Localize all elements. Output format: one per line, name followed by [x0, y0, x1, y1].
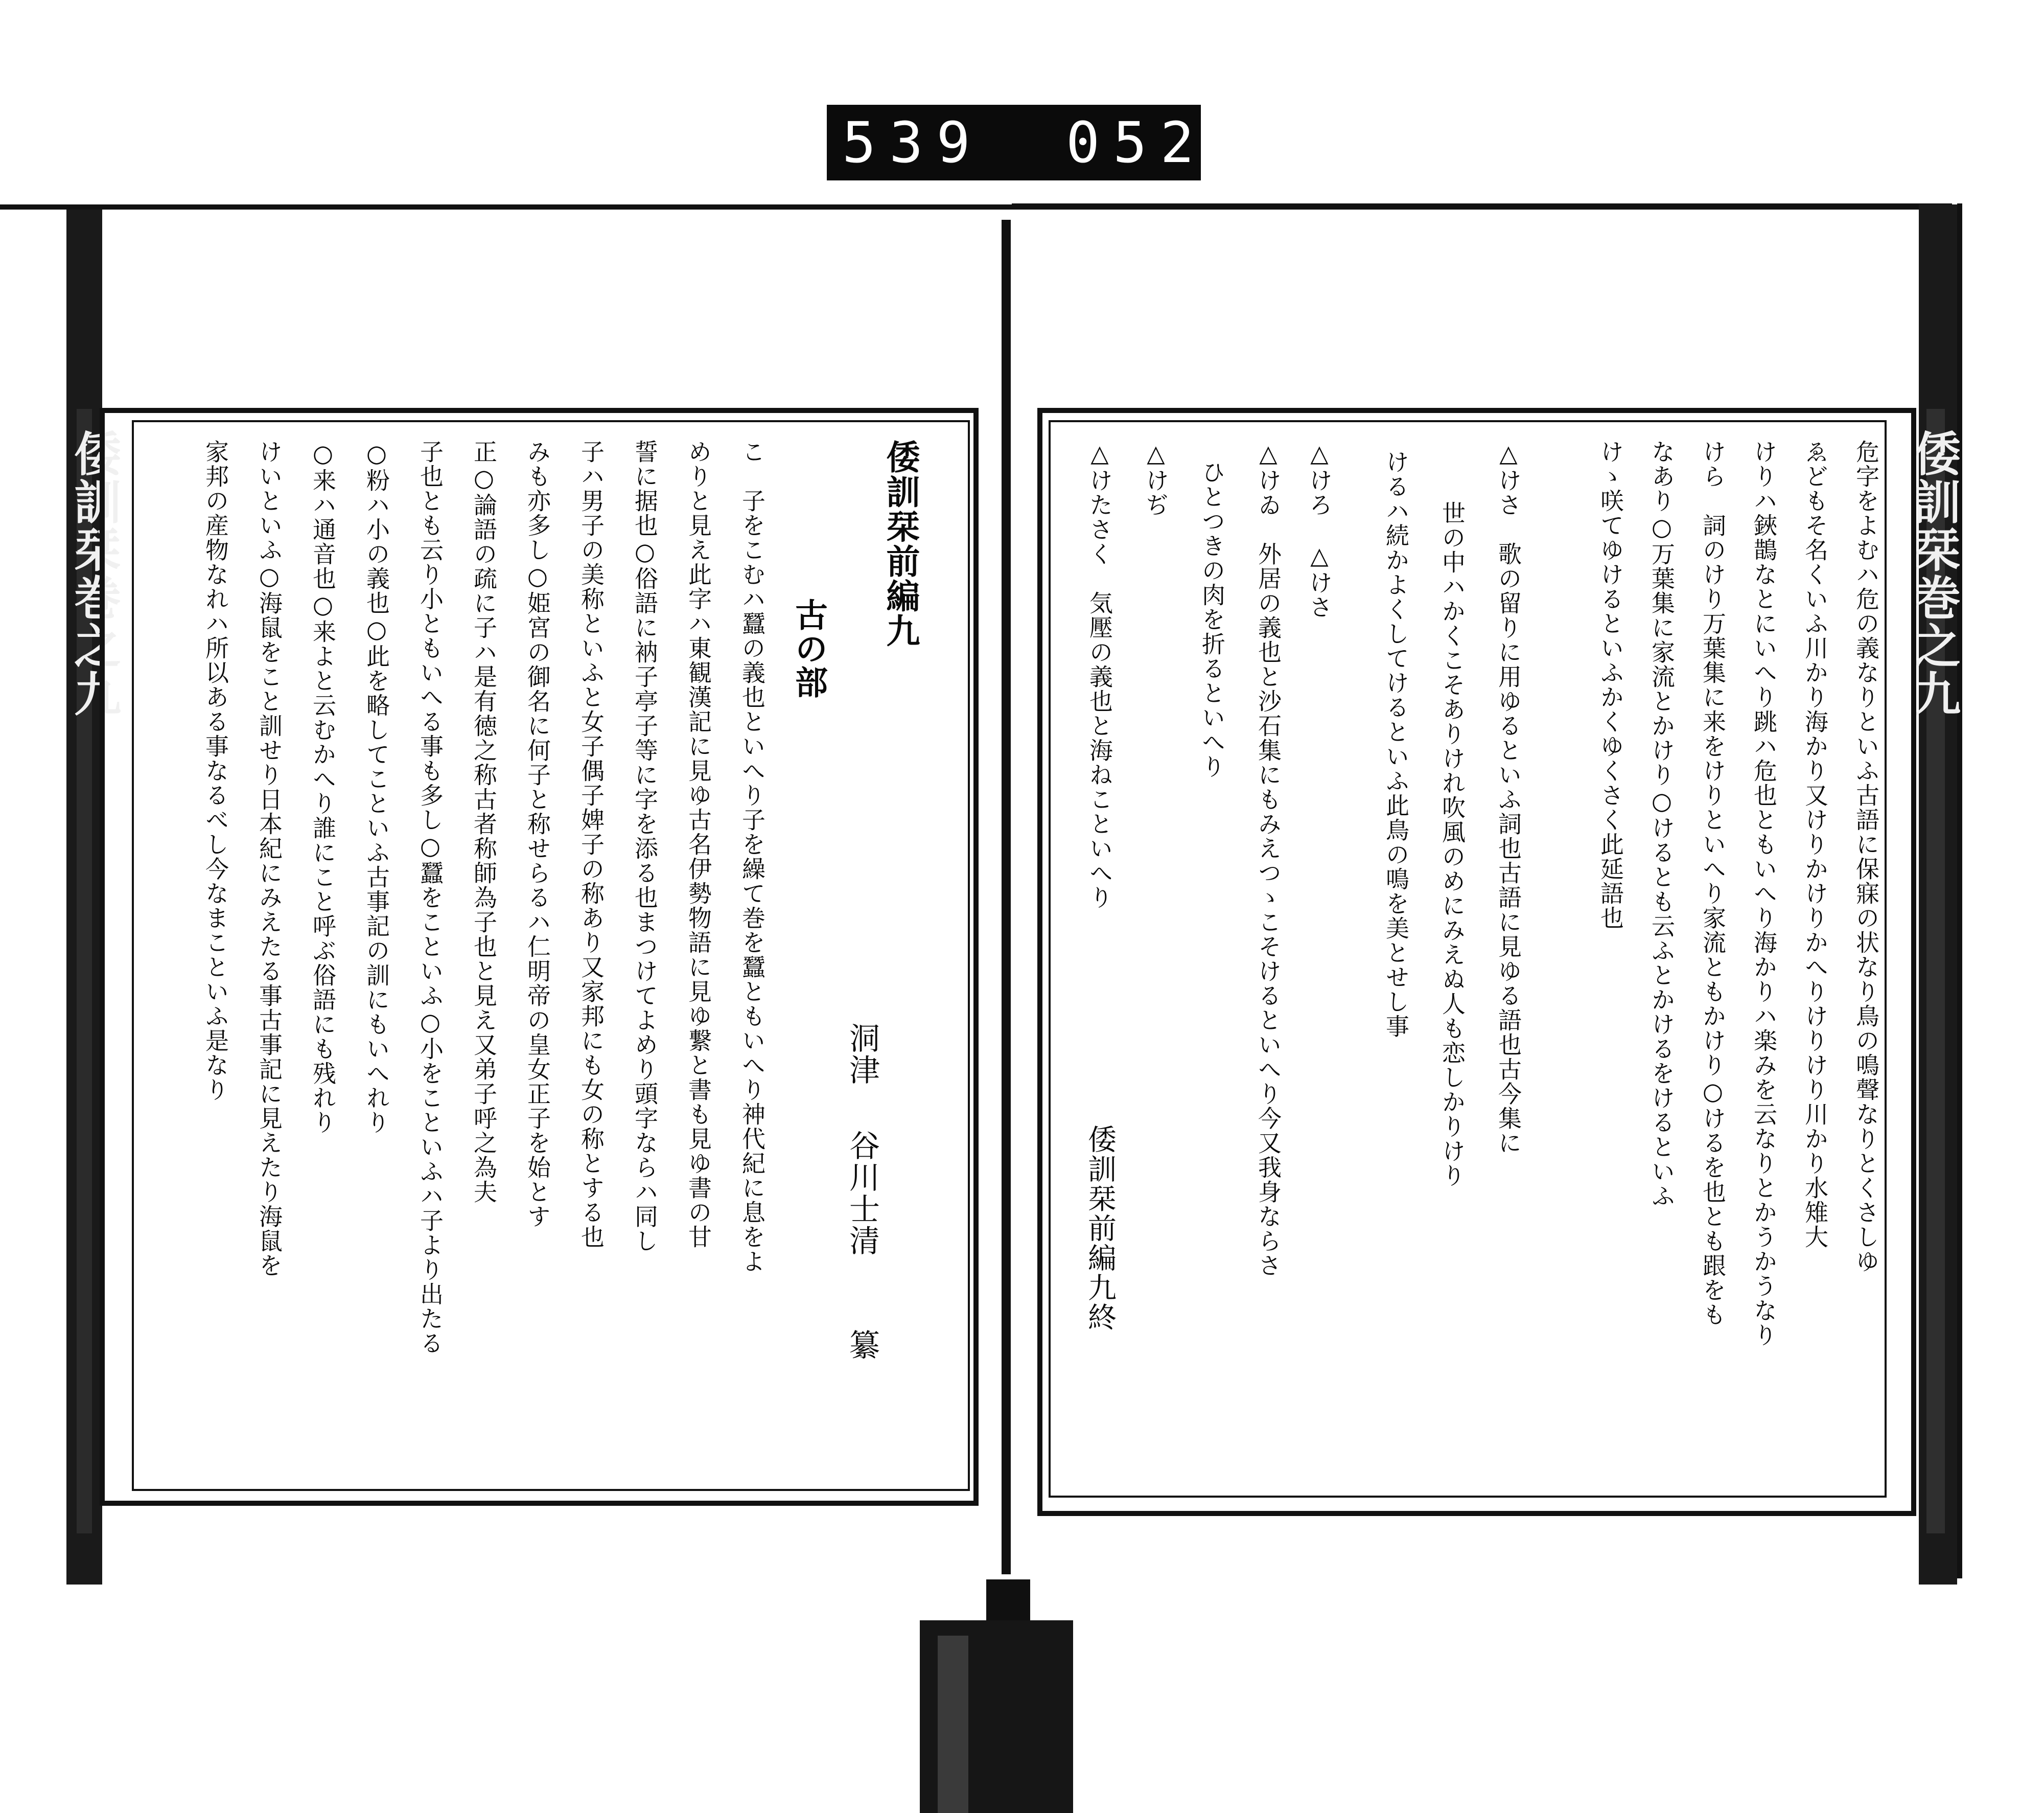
right-text-column: ひとつきの肉を折るといへり [1198, 460, 1226, 779]
left-text-column: みも亦多し○姫宮の御名に何子と称せらるハ仁明帝の皇女正子を始とす [524, 440, 551, 1229]
left-text-column: 正○論語の疏に子ハ是有徳之称古者称師為子也と見え又弟子呼之為夫 [470, 440, 498, 1204]
right-text-column: △けぢ [1142, 440, 1170, 517]
archive-label [827, 105, 1207, 180]
archive-number-right: 052 [1066, 110, 1207, 175]
right-text-column: けら 詞のけり万葉集に来をけりといへり家流ともかけり○けるを也とも跟をも [1699, 440, 1727, 1327]
left-text-column: 家邦の産物なれハ所以ある事なるべし今なまこといふ是なり [202, 440, 229, 1102]
left-text-column: 子ハ男子の美称といふと女子偶子婢子の称あり又家邦にも女の称とする也 [577, 440, 605, 1249]
left-text-column: ○来ハ通音也○来よと云むかへり誰にこと呼ぶ俗語にも残れり [309, 440, 337, 1135]
right-text-column: △けたさく 気壓の義也と海ねこといへり [1086, 440, 1113, 910]
left-text-column: けいといふ○海鼠をこと訓せり日本紀にみえたる事古事記に見えたり海鼠を [256, 440, 283, 1278]
left-text-column: めりと見え此字ハ東観漢記に見ゆ古名伊勢物語に見ゆ繋と書も見ゆ書の甘 [685, 440, 712, 1249]
right-text-column: 危字をよむハ危の義なりといふ古語に保寐の状なり鳥の鳴聲なりとくさしゆ [1852, 440, 1880, 1274]
left-spine-label: 倭訓栞巻之九 [66, 429, 122, 718]
left-text-column: こ 子をこむハ蠶の義也といへり子を繰て巻を蠶ともいへり神代紀に息をよ [738, 440, 766, 1274]
section-heading: 古の部 [789, 598, 828, 699]
right-spine-label: 倭訓栞巻之九 [1906, 429, 1961, 718]
right-text-column: ゑどもそ名くいふ川かり海かり又けりかけりかへりけりけり川かり水雉大 [1801, 440, 1829, 1249]
right-text-column: 世の中ハかくこそありけれ吹風のめにみえぬ人も恋しかりけり [1438, 501, 1466, 1188]
right-text-column: けゝ咲てゆけるといふかくゆくさく此延語也 [1597, 440, 1624, 930]
book-clip-highlight [938, 1636, 968, 1813]
right-text-column: けるハ続かよくしてけるといふ此鳥の鳴を美とせし事 [1382, 450, 1410, 1039]
left-text-column: 子也とも云り小ともいへる事も多し○蠶をこといふ○小をこといふハ子より出たる [416, 440, 444, 1356]
left-text-column: ○粉ハ小の義也○此を略してこといふ古事記の訓にもいへれり [363, 440, 390, 1135]
right-text-column: なあり○万葉集に家流とかけり○けるとも云ふとかけるをけるといふ [1648, 440, 1676, 1208]
right-text-column: △けゐ 外居の義也と沙石集にもみえつゝこそけるといへり今又我身ならさ [1255, 440, 1282, 1278]
right-text-column: けりハ鋏鵲なとにいへり跳ハ危也ともいへり海かりハ楽みを云なりとかうかうなり [1750, 440, 1778, 1347]
left-running-title: 倭訓栞前編九 [880, 440, 920, 648]
archive-number-left: 539 [842, 110, 984, 175]
right-text-column: △けさ 歌の留りに用ゆるといふ詞也古語に見ゆる語也古今集に [1495, 440, 1522, 1155]
left-text-column: 誓に据也○俗語に衲子亭子等に字を添る也まつけてよめり頭字ならハ同し [631, 440, 659, 1253]
author-name: 谷川士清 [844, 1130, 880, 1256]
right-text-column: △けろ △けさ [1306, 440, 1333, 619]
author-role: 纂 [844, 1329, 880, 1361]
author-origin: 洞津 [844, 1022, 880, 1086]
right-end-note: 倭訓栞前編九終 [1083, 1124, 1117, 1332]
book-spine [1002, 220, 1011, 1574]
